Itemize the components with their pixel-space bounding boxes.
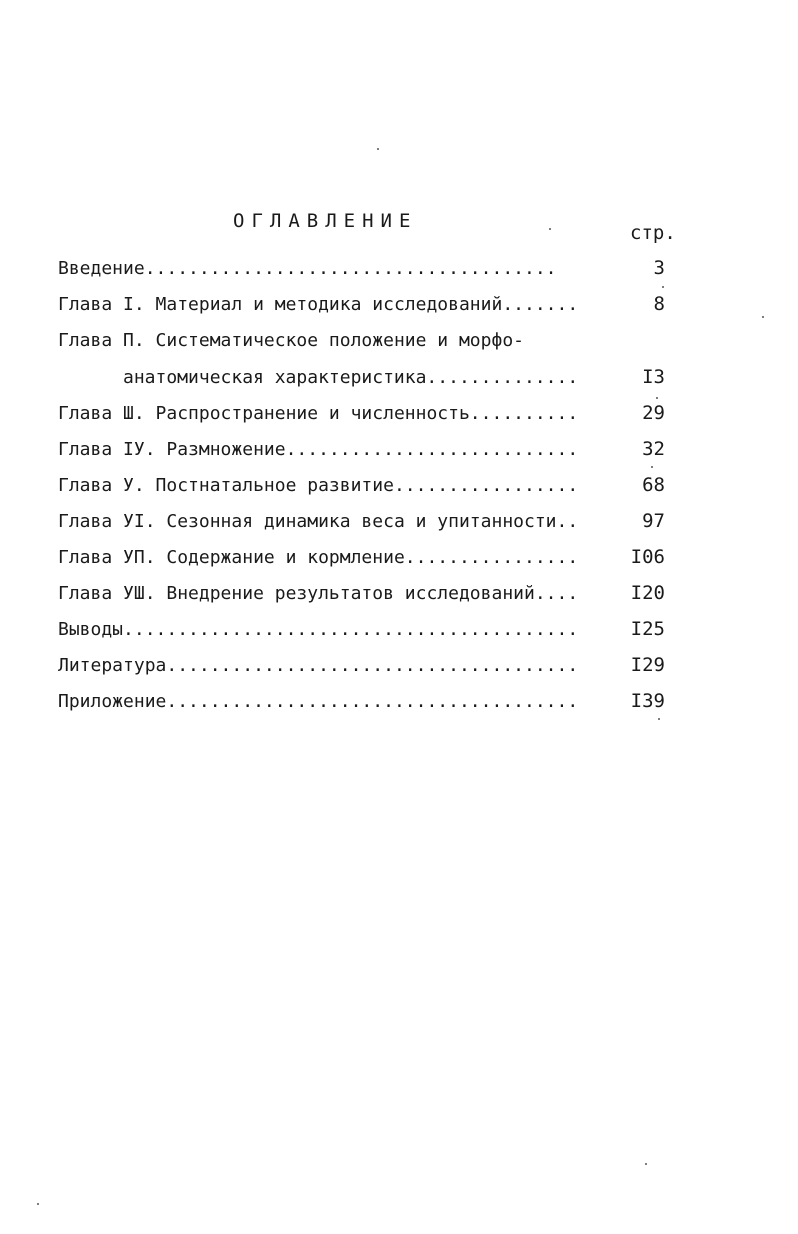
toc-page-appendix: I39 [630,690,665,712]
toc-entry-chapter-3: Глава Ш. Распространение и численность.......... [58,403,579,424]
toc-entry-conclusions: Выводы.......................................... [58,619,579,640]
toc-title: ОГЛАВЛЕНИЕ [233,210,418,232]
scan-speck [662,286,664,288]
scan-speck [377,148,379,150]
scan-speck [656,397,658,399]
toc-page-chapter-2: I3 [642,366,665,388]
toc-page-literature: I29 [630,654,665,676]
toc-entry-chapter-1: Глава I. Материал и методика исследований....... [58,294,579,315]
toc-entry-chapter-5: Глава У. Постнатальное развитие................. [58,475,579,496]
toc-entry-chapter-6: Глава УI. Сезонная динамика веса и упитанности.. [58,511,579,532]
scan-speck [37,1203,39,1205]
toc-entry-chapter-2-line-1: Глава П. Систематическое положение и морфо- [58,330,524,351]
toc-entry-introduction: Введение...................................... [58,258,557,279]
scan-speck [651,466,653,468]
toc-page-chapter-5: 68 [642,474,665,496]
toc-entry-literature: Литература...................................... [58,655,579,676]
scan-speck [645,1163,647,1165]
toc-page-chapter-8: I20 [630,582,665,604]
page-column-label: стр. [630,222,676,244]
scan-speck [549,228,551,230]
toc-page-chapter-6: 97 [642,510,665,532]
toc-page-introduction: 3 [653,257,665,279]
toc-entry-chapter-7: Глава УП. Содержание и кормление................ [58,547,579,568]
toc-page-chapter-3: 29 [642,402,665,424]
toc-page-chapter-1: 8 [653,293,665,315]
scan-speck [762,316,764,318]
scan-speck [658,718,660,720]
toc-entry-chapter-8: Глава УШ. Внедрение результатов исследований.... [58,583,579,604]
toc-entry-chapter-4: Глава IУ. Размножение........................... [58,439,579,460]
toc-page-conclusions: I25 [630,618,665,640]
toc-entry-chapter-2-line-2: анатомическая характеристика.............. [123,367,579,388]
toc-page-chapter-7: I06 [630,546,665,568]
toc-page-chapter-4: 32 [642,438,665,460]
toc-entry-appendix: Приложение...................................... [58,691,579,712]
